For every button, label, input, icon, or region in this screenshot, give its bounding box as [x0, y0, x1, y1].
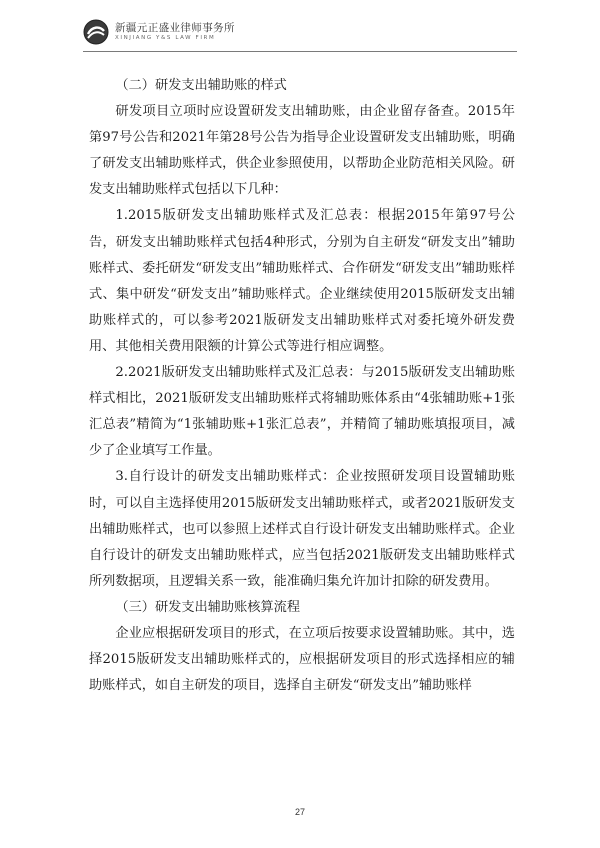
section-heading-3: （三）研发支出辅助账核算流程 [115, 599, 301, 615]
paragraph: 1.2015版研发支出辅助账样式及汇总表：根据2015年第97号公告，研发支出辅助账样式包括4种形式，分别为自主研发“研发支出”辅助账样式、委托研发“研发支出”辅助账样式、合作研发“研发支出”辅助账样式、集中研发“研发支出”辅助账样式。企业继续使用2015版研发支出辅助账样式的，可以参考2021版研发支出辅助账样式对委托境外研发费用、其他相关费用限额的计算公式等进行相应调整。 [89, 208, 515, 354]
paragraph: 2.2021版研发支出辅助账样式及汇总表：与2015版研发支出辅助账样式相比，2021版研发支出辅助账样式将辅助账体系由“4张辅助账+1张汇总表”精简为“1张辅助账+1张汇总表”，并精简了辅助账填报项目，减少了企业填写工作量。 [89, 365, 515, 459]
paragraph: 研发项目立项时应设置研发支出辅助账，由企业留存备查。2015年第97号公告和2021年第28号公告为指导企业设置研发支出辅助账，明确了研发支出辅助账样式，供企业参照使用，以帮助企业防范相关风险。研发支出辅助账样式包括以下几种： [89, 104, 515, 198]
firm-name-cn: 新疆元正盛业律师事务所 [115, 21, 235, 34]
section-heading-2: （二）研发支出辅助账的样式 [115, 78, 287, 93]
firm-name-block [115, 23, 235, 42]
firm-name-en: XINJIANG Y&S LAW FIRM [115, 35, 216, 41]
page-number: 27 [294, 807, 305, 817]
paragraph: 3.自行设计的研发支出辅助账样式：企业按照研发项目设置辅助账时，可以自主选择使用2015版研发支出辅助账样式，或者2021版研发支出辅助账样式，也可以参照上述样式自行设计研发支出辅助账样式。企业自行设计的研发支出辅助账样式，应当包括2021版研发支出辅助账样式所列数据项，且逻辑关系一致，能准确归集允许加计扣除的研发费用。 [89, 469, 515, 589]
page-header [83, 14, 235, 50]
body-text [89, 73, 515, 699]
firm-logo-icon [83, 19, 109, 45]
paragraph: 企业应根据研发项目的形式，在立项后按要求设置辅助账。其中，选择2015版研发支出辅助账样式的，应根据研发项目的形式选择相应的辅助账样式，如自主研发的项目，选择自主研发“研发支出”辅助账样 [89, 625, 515, 694]
header-divider [83, 51, 517, 52]
